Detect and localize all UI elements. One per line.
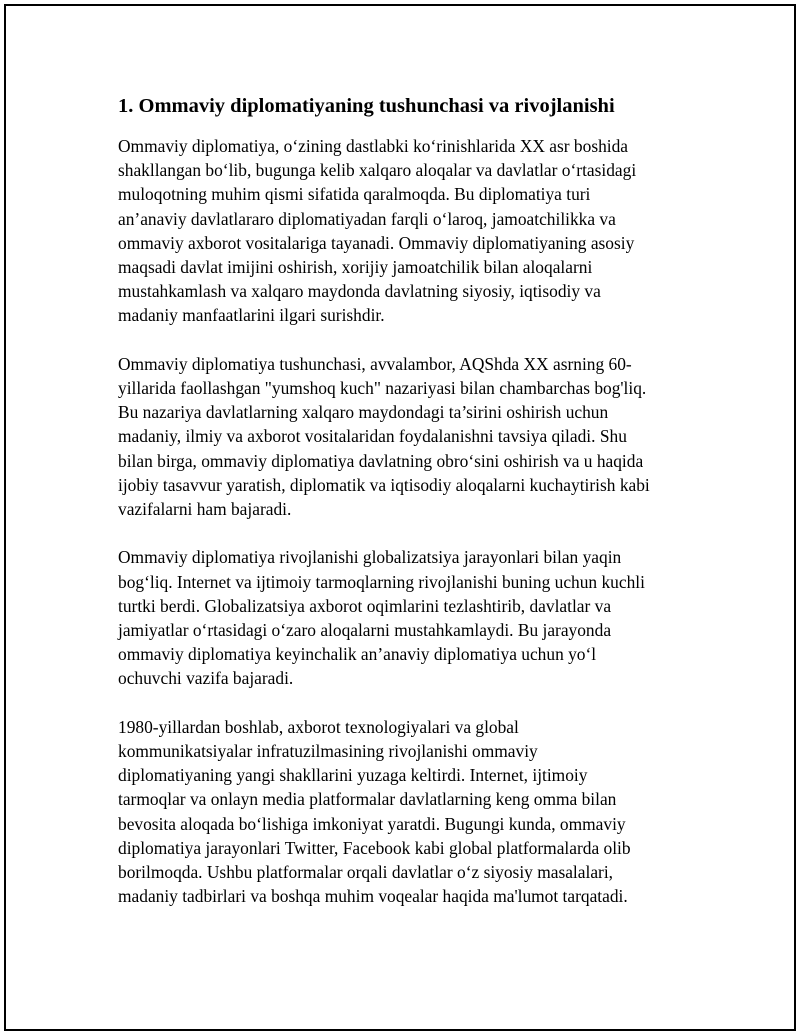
paragraph-line: diplomatiyaning yangi shakllarini yuzaga keltirdi. Internet, ijtimoiy (118, 765, 588, 786)
paragraph-line: tarmoqlar va onlayn media platformalar davlatlarning keng omma bilan (118, 789, 617, 810)
paragraph (118, 352, 688, 521)
paragraph-line: madaniy manfaatlarini ilgari surishdir. (118, 305, 385, 326)
document-body (118, 94, 688, 933)
paragraph-line: yillarida faollashgan "yumshoq kuch" nazariyasi bilan chambarchas bog'liq. (118, 378, 647, 399)
paragraph-line: an’anaviy davlatlararo diplomatiyadan farqli o‘laroq, jamoatchilikka va (118, 208, 616, 229)
paragraph-line: diplomatiya jarayonlari Twitter, Facebook kabi global platformalarda olib (118, 837, 631, 858)
paragraph-line: maqsadi davlat imijini oshirish, xorijiy jamoatchilik bilan aloqalarni (118, 257, 593, 278)
paragraph-line: borilmoqda. Ushbu platformalar orqali davlatlar o‘z siyosiy masalalari, (118, 862, 614, 883)
paragraph-line: ommaviy diplomatiya keyinchalik an’anaviy diplomatiya uchun yo‘l (118, 644, 597, 665)
paragraph-line: madaniy, ilmiy va axborot vositalaridan foydalanishni tavsiya qiladi. Shu (118, 426, 627, 447)
section-heading: 1. Ommaviy diplomatiyaning tushunchasi va rivojlanishi (118, 95, 615, 117)
paragraph-line: 1980-yillardan boshlab, axborot texnologiyalari va global (118, 716, 519, 737)
paragraph-line: Bu nazariya davlatlarning xalqaro maydondagi ta’sirini oshirish uchun (118, 402, 609, 423)
paragraph (118, 134, 688, 328)
paragraph-line: madaniy tadbirlari va boshqa muhim voqealar haqida ma'lumot tarqatadi. (118, 886, 628, 907)
paragraph-line: Ommaviy diplomatiya, o‘zining dastlabki ko‘rinishlarida XX asr boshida (118, 136, 629, 156)
paragraph-line: muloqotning muhim qismi sifatida qaralmoqda. Bu diplomatiya turi (118, 184, 591, 205)
paragraph-line: jamiyatlar o‘rtasidagi o‘zaro aloqalarni mustahkamlaydi. Bu jarayonda (118, 620, 612, 641)
paragraph-line: bilan birga, ommaviy diplomatiya davlatning obro‘sini oshirish va u haqida (118, 450, 644, 471)
paragraph-line: ochuvchi vazifa bajaradi. (118, 668, 294, 689)
paragraph-line: Ommaviy diplomatiya rivojlanishi globalizatsiya jarayonlari bilan yaqin (118, 547, 622, 568)
paragraph-list (118, 134, 688, 908)
paragraph-line: ommaviy axborot vositalariga tayanadi. Ommaviy diplomatiyaning asosiy (118, 232, 635, 253)
paragraph-line: shakllangan bo‘lib, bugunga kelib xalqaro aloqalar va davlatlar o‘rtasidagi (118, 160, 637, 181)
paragraph (118, 715, 688, 909)
paragraph-line: ijobiy tasavvur yaratish, diplomatik va iqtisodiy aloqalarni kuchaytirish kabi (118, 474, 650, 495)
paragraph-line: bog‘liq. Internet va ijtimoiy tarmoqlarning rivojlanishi buning uchun kuchli (118, 571, 645, 592)
paragraph-line: Ommaviy diplomatiya tushunchasi, avvalambor, AQShda XX asrning 60- (118, 353, 632, 374)
paragraph-line: mustahkamlash va xalqaro maydonda davlatning siyosiy, iqtisodiy va (118, 281, 601, 302)
paragraph-line: turtki berdi. Globalizatsiya axborot oqimlarini tezlashtirib, davlatlar va (118, 595, 612, 616)
paragraph (118, 545, 688, 690)
paragraph-line: bevosita aloqada bo‘lishiga imkoniyat yaratdi. Bugungi kunda, ommaviy (118, 813, 626, 834)
paragraph-line: kommunikatsiyalar infratuzilmasining rivojlanishi ommaviy (118, 741, 538, 762)
paragraph-line: vazifalarni ham bajaradi. (118, 499, 292, 520)
